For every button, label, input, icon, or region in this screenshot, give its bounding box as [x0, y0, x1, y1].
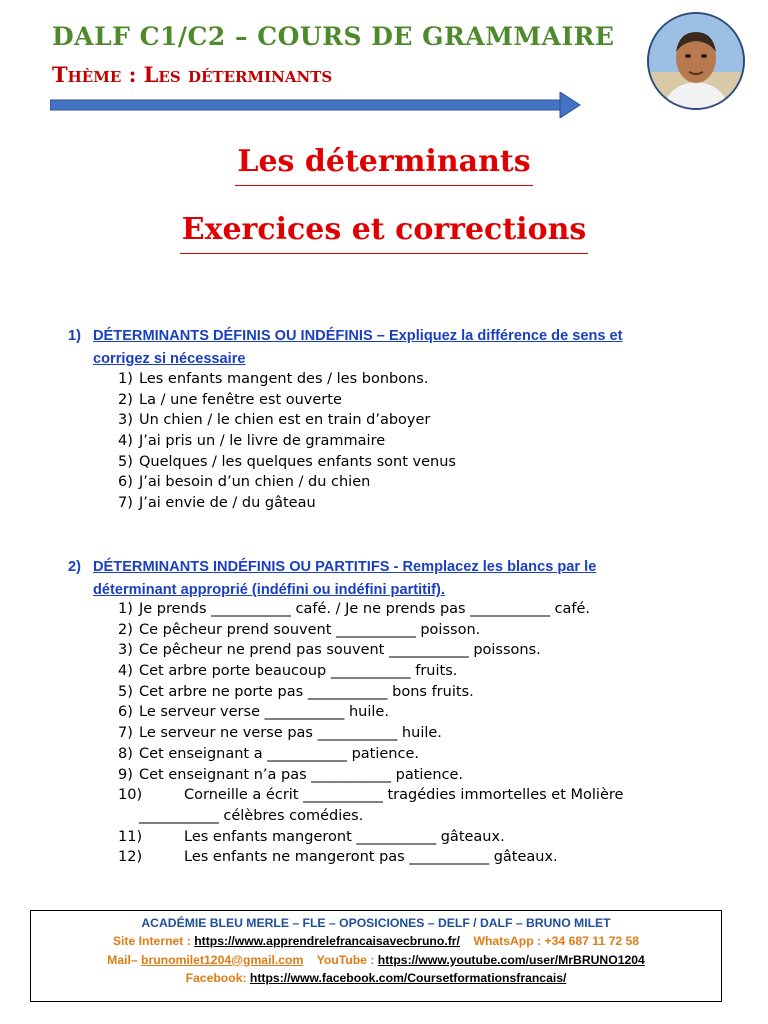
section-2-list [118, 599, 623, 868]
item-text: Cet arbre porte beaucoup ___________ fruits. [139, 663, 458, 680]
list-item [118, 723, 623, 744]
list-item [118, 702, 623, 723]
item-text: Les enfants ne mangeront pas ___________ gâteaux. [184, 849, 558, 866]
list-item [118, 661, 623, 682]
footer-site-line [31, 932, 721, 950]
item-number: 4) [118, 663, 133, 680]
item-text: Cet enseignant a ___________ patience. [139, 745, 419, 762]
list-item [118, 744, 623, 765]
footer-academy-line: ACADÉMIE BLEU MERLE – FLE – OPOSICIONES – DELF / DALF – BRUNO MILET [141, 916, 611, 930]
list-item [118, 620, 623, 641]
item-text: Ce pêcheur prend souvent ___________ poisson. [139, 621, 481, 638]
list-item-continuation [118, 806, 623, 827]
list-item [118, 431, 456, 452]
item-number: 2) [118, 621, 133, 638]
list-item [118, 369, 456, 390]
theme-heading: Thème : Les déterminants [52, 62, 333, 87]
author-photo [647, 12, 745, 110]
youtube-label: YouTube : [316, 952, 375, 967]
mail-link[interactable]: brunomilet1204@gmail.com [141, 952, 304, 967]
section-1-heading-text: DÉTERMINANTS DÉFINIS OU INDÉFINIS – Expliquez la différence de sens et corrigez si nécessaire [93, 328, 623, 367]
item-number: 6) [118, 474, 133, 491]
item-number: 7) [118, 495, 133, 512]
section-2-number: 2) [68, 559, 81, 575]
site-link[interactable]: https://www.apprendrelefrancaisavecbruno.fr/ [194, 934, 460, 949]
item-text: Je prends ___________ café. / Je ne prends pas ___________ café. [139, 601, 591, 617]
section-2-heading-text: DÉTERMINANTS INDÉFINIS OU PARTITIFS - Remplacez les blancs par le déterminant approprié (indéfini ou indéfini partitif). [93, 559, 597, 598]
item-text: J’ai envie de / du gâteau [139, 495, 316, 512]
list-item [118, 390, 456, 411]
item-text: Un chien / le chien est en train d’aboyer [139, 412, 431, 429]
list-item [118, 827, 623, 848]
item-text: Les enfants mangeront ___________ gâteaux. [184, 828, 505, 845]
item-number: 5) [118, 683, 133, 700]
list-item [118, 847, 623, 868]
item-number: 2) [118, 391, 133, 408]
course-title: DALF C1/C2 – COURS DE GRAMMAIRE [52, 22, 615, 51]
footer-contact-box [30, 910, 722, 1002]
item-text: J’ai besoin d’un chien / du chien [139, 474, 371, 491]
author-photo-icon [649, 14, 743, 108]
section-1-heading [68, 325, 678, 371]
item-number: 12) [118, 849, 143, 866]
item-text: Les enfants mangent des / les bonbons. [139, 371, 429, 387]
item-number: 3) [118, 412, 133, 429]
section-1-number: 1) [68, 328, 81, 344]
main-title [0, 144, 768, 186]
site-label: Site Internet : [112, 934, 191, 949]
footer-facebook-line [31, 969, 721, 987]
list-item [118, 599, 623, 620]
list-item [118, 493, 456, 514]
facebook-label: Facebook: [185, 970, 247, 985]
list-item [118, 452, 456, 473]
sub-title-text: Exercices et corrections [180, 212, 589, 254]
sub-title [0, 212, 768, 254]
list-item [118, 410, 456, 431]
item-number: 1) [118, 371, 133, 387]
item-text: Quelques / les quelques enfants sont venus [139, 453, 456, 470]
item-number: 11) [118, 828, 143, 845]
item-text: Corneille a écrit ___________ tragédies immortelles et Molière [184, 787, 624, 804]
section-1-list [118, 369, 456, 514]
item-number: 5) [118, 453, 133, 470]
item-text: Ce pêcheur ne prend pas souvent ___________ poissons. [139, 642, 541, 659]
main-title-text: Les déterminants [235, 144, 532, 186]
header-arrow [50, 92, 582, 118]
item-text: Le serveur ne verse pas ___________ huile. [139, 725, 442, 742]
item-number: 8) [118, 745, 133, 762]
list-item [118, 785, 623, 806]
item-text: ___________ célèbres comédies. [139, 807, 364, 824]
item-text: Cet arbre ne porte pas ___________ bons fruits. [139, 683, 474, 700]
item-number: 6) [118, 704, 133, 721]
youtube-link[interactable]: https://www.youtube.com/user/MrBRUNO1204 [377, 952, 645, 967]
item-number: 9) [118, 766, 133, 783]
footer-mail-line [31, 951, 721, 969]
item-text: La / une fenêtre est ouverte [139, 391, 342, 408]
item-number: 4) [118, 433, 133, 450]
item-text: Le serveur verse ___________ huile. [139, 704, 389, 721]
item-number: 10) [118, 787, 143, 804]
whatsapp-label: WhatsApp : +34 687 11 72 58 [473, 934, 640, 949]
list-item [118, 682, 623, 703]
item-text: J’ai pris un / le livre de grammaire [139, 433, 386, 450]
list-item [118, 472, 456, 493]
item-text: Cet enseignant n’a pas ___________ patience. [139, 766, 464, 783]
section-2-heading [68, 556, 678, 602]
item-number: 7) [118, 725, 133, 742]
facebook-link[interactable]: https://www.facebook.com/Coursetformationsfrancais/ [249, 970, 567, 985]
item-number: 3) [118, 642, 133, 659]
item-number: 1) [118, 601, 133, 617]
list-item [118, 640, 623, 661]
mail-label: Mail– [107, 952, 138, 967]
list-item [118, 765, 623, 786]
